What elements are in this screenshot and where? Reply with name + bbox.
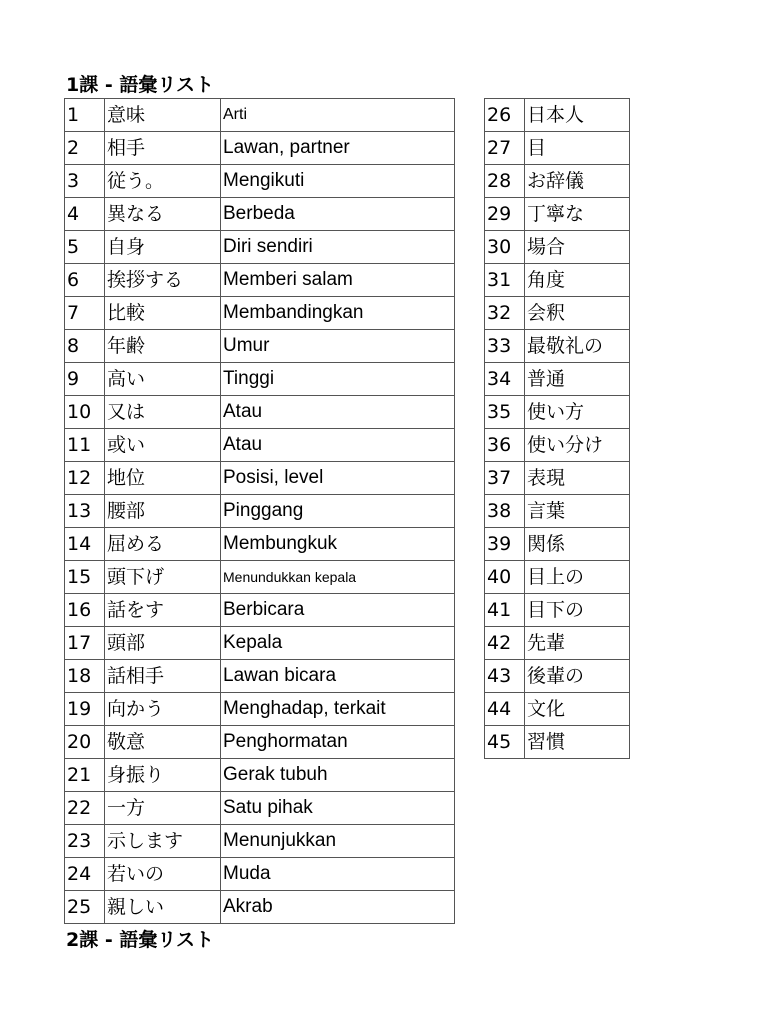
table-row bbox=[65, 792, 455, 825]
row-number: 15 bbox=[65, 561, 105, 594]
row-number: 7 bbox=[65, 297, 105, 330]
row-number: 45 bbox=[485, 726, 525, 759]
japanese-term: 目 bbox=[525, 132, 630, 165]
table-row bbox=[65, 132, 455, 165]
row-number: 12 bbox=[65, 462, 105, 495]
table-row bbox=[65, 528, 455, 561]
indonesian-meaning: Arti bbox=[221, 99, 455, 132]
japanese-term: 自身 bbox=[105, 231, 221, 264]
japanese-term: 向かう bbox=[105, 693, 221, 726]
row-number: 18 bbox=[65, 660, 105, 693]
japanese-term: 会釈 bbox=[525, 297, 630, 330]
indonesian-meaning: Muda bbox=[221, 858, 455, 891]
row-number: 14 bbox=[65, 528, 105, 561]
indonesian-meaning: Menghadap, terkait bbox=[221, 693, 455, 726]
japanese-term: 屈める bbox=[105, 528, 221, 561]
row-number: 33 bbox=[485, 330, 525, 363]
japanese-term: 異なる bbox=[105, 198, 221, 231]
japanese-term: 敬意 bbox=[105, 726, 221, 759]
indonesian-meaning: Memberi salam bbox=[221, 264, 455, 297]
row-number: 32 bbox=[485, 297, 525, 330]
table-row bbox=[65, 99, 455, 132]
japanese-term: 目下の bbox=[525, 594, 630, 627]
table-row bbox=[485, 99, 630, 132]
table-row bbox=[65, 429, 455, 462]
indonesian-meaning: Umur bbox=[221, 330, 455, 363]
japanese-term: 文化 bbox=[525, 693, 630, 726]
japanese-term: 表現 bbox=[525, 462, 630, 495]
row-number: 4 bbox=[65, 198, 105, 231]
row-number: 29 bbox=[485, 198, 525, 231]
row-number: 24 bbox=[65, 858, 105, 891]
row-number: 34 bbox=[485, 363, 525, 396]
japanese-term: 又は bbox=[105, 396, 221, 429]
indonesian-meaning: Lawan, partner bbox=[221, 132, 455, 165]
table-row bbox=[65, 726, 455, 759]
indonesian-meaning: Penghormatan bbox=[221, 726, 455, 759]
lesson-2-heading: 2課 - 語彙リスト bbox=[66, 929, 214, 951]
row-number: 10 bbox=[65, 396, 105, 429]
japanese-term: 挨拶する bbox=[105, 264, 221, 297]
table-row bbox=[65, 363, 455, 396]
japanese-term: 示します bbox=[105, 825, 221, 858]
lesson-1-heading: 1課 - 語彙リスト bbox=[66, 74, 214, 96]
row-number: 1 bbox=[65, 99, 105, 132]
japanese-term: 場合 bbox=[525, 231, 630, 264]
table-row bbox=[485, 594, 630, 627]
row-number: 20 bbox=[65, 726, 105, 759]
indonesian-meaning: Membandingkan bbox=[221, 297, 455, 330]
table-row bbox=[485, 396, 630, 429]
japanese-term: 若いの bbox=[105, 858, 221, 891]
table-row bbox=[485, 462, 630, 495]
row-number: 44 bbox=[485, 693, 525, 726]
table-row bbox=[485, 561, 630, 594]
indonesian-meaning: Kepala bbox=[221, 627, 455, 660]
japanese-term: 身振り bbox=[105, 759, 221, 792]
row-number: 42 bbox=[485, 627, 525, 660]
table-row bbox=[485, 363, 630, 396]
row-number: 38 bbox=[485, 495, 525, 528]
table-row bbox=[65, 891, 455, 924]
japanese-term: 頭部 bbox=[105, 627, 221, 660]
japanese-term: 従う。 bbox=[105, 165, 221, 198]
vocabulary-table-left bbox=[64, 98, 455, 924]
table-row bbox=[65, 627, 455, 660]
table-row bbox=[65, 330, 455, 363]
indonesian-meaning: Berbeda bbox=[221, 198, 455, 231]
row-number: 37 bbox=[485, 462, 525, 495]
japanese-term: 親しい bbox=[105, 891, 221, 924]
japanese-term: 意味 bbox=[105, 99, 221, 132]
japanese-term: 比較 bbox=[105, 297, 221, 330]
japanese-term: 或い bbox=[105, 429, 221, 462]
vocabulary-table-left-body bbox=[65, 99, 455, 924]
table-row bbox=[65, 198, 455, 231]
table-row bbox=[485, 660, 630, 693]
table-row bbox=[485, 264, 630, 297]
row-number: 22 bbox=[65, 792, 105, 825]
row-number: 2 bbox=[65, 132, 105, 165]
table-row bbox=[485, 627, 630, 660]
table-row bbox=[485, 528, 630, 561]
indonesian-meaning: Menundukkan kepala bbox=[221, 561, 455, 594]
table-row bbox=[65, 858, 455, 891]
row-number: 28 bbox=[485, 165, 525, 198]
row-number: 23 bbox=[65, 825, 105, 858]
table-row bbox=[65, 693, 455, 726]
row-number: 26 bbox=[485, 99, 525, 132]
table-row bbox=[65, 825, 455, 858]
japanese-term: 後輩の bbox=[525, 660, 630, 693]
row-number: 25 bbox=[65, 891, 105, 924]
japanese-term: 高い bbox=[105, 363, 221, 396]
row-number: 39 bbox=[485, 528, 525, 561]
table-row bbox=[485, 132, 630, 165]
table-row bbox=[65, 561, 455, 594]
table-row bbox=[65, 231, 455, 264]
row-number: 31 bbox=[485, 264, 525, 297]
row-number: 8 bbox=[65, 330, 105, 363]
japanese-term: 目上の bbox=[525, 561, 630, 594]
japanese-term: 相手 bbox=[105, 132, 221, 165]
row-number: 35 bbox=[485, 396, 525, 429]
indonesian-meaning: Diri sendiri bbox=[221, 231, 455, 264]
row-number: 3 bbox=[65, 165, 105, 198]
table-row bbox=[485, 429, 630, 462]
row-number: 41 bbox=[485, 594, 525, 627]
table-row bbox=[65, 297, 455, 330]
japanese-term: 日本人 bbox=[525, 99, 630, 132]
table-row bbox=[485, 726, 630, 759]
row-number: 19 bbox=[65, 693, 105, 726]
row-number: 11 bbox=[65, 429, 105, 462]
row-number: 40 bbox=[485, 561, 525, 594]
table-row bbox=[65, 660, 455, 693]
japanese-term: 習慣 bbox=[525, 726, 630, 759]
japanese-term: お辞儀 bbox=[525, 165, 630, 198]
japanese-term: 頭下げ bbox=[105, 561, 221, 594]
indonesian-meaning: Satu pihak bbox=[221, 792, 455, 825]
japanese-term: 先輩 bbox=[525, 627, 630, 660]
table-row bbox=[65, 462, 455, 495]
table-row bbox=[65, 594, 455, 627]
indonesian-meaning: Posisi, level bbox=[221, 462, 455, 495]
japanese-term: 地位 bbox=[105, 462, 221, 495]
indonesian-meaning: Lawan bicara bbox=[221, 660, 455, 693]
vocabulary-table-right bbox=[484, 98, 630, 759]
indonesian-meaning: Pinggang bbox=[221, 495, 455, 528]
vocabulary-table-right-body bbox=[485, 99, 630, 759]
row-number: 16 bbox=[65, 594, 105, 627]
table-row bbox=[485, 198, 630, 231]
japanese-term: 年齢 bbox=[105, 330, 221, 363]
row-number: 5 bbox=[65, 231, 105, 264]
japanese-term: 言葉 bbox=[525, 495, 630, 528]
indonesian-meaning: Akrab bbox=[221, 891, 455, 924]
indonesian-meaning: Mengikuti bbox=[221, 165, 455, 198]
japanese-term: 最敬礼の bbox=[525, 330, 630, 363]
indonesian-meaning: Atau bbox=[221, 429, 455, 462]
row-number: 30 bbox=[485, 231, 525, 264]
indonesian-meaning: Atau bbox=[221, 396, 455, 429]
indonesian-meaning: Berbicara bbox=[221, 594, 455, 627]
table-row bbox=[485, 231, 630, 264]
row-number: 27 bbox=[485, 132, 525, 165]
row-number: 36 bbox=[485, 429, 525, 462]
table-row bbox=[485, 330, 630, 363]
japanese-term: 一方 bbox=[105, 792, 221, 825]
japanese-term: 普通 bbox=[525, 363, 630, 396]
table-row bbox=[65, 165, 455, 198]
row-number: 21 bbox=[65, 759, 105, 792]
row-number: 13 bbox=[65, 495, 105, 528]
table-row bbox=[485, 693, 630, 726]
table-row bbox=[485, 495, 630, 528]
japanese-term: 角度 bbox=[525, 264, 630, 297]
indonesian-meaning: Tinggi bbox=[221, 363, 455, 396]
japanese-term: 丁寧な bbox=[525, 198, 630, 231]
japanese-term: 腰部 bbox=[105, 495, 221, 528]
table-row bbox=[65, 759, 455, 792]
table-row bbox=[65, 396, 455, 429]
japanese-term: 関係 bbox=[525, 528, 630, 561]
japanese-term: 使い分け bbox=[525, 429, 630, 462]
table-row bbox=[65, 264, 455, 297]
japanese-term: 使い方 bbox=[525, 396, 630, 429]
row-number: 9 bbox=[65, 363, 105, 396]
table-row bbox=[65, 495, 455, 528]
table-row bbox=[485, 297, 630, 330]
japanese-term: 話相手 bbox=[105, 660, 221, 693]
table-row bbox=[485, 165, 630, 198]
row-number: 43 bbox=[485, 660, 525, 693]
indonesian-meaning: Membungkuk bbox=[221, 528, 455, 561]
indonesian-meaning: Gerak tubuh bbox=[221, 759, 455, 792]
row-number: 17 bbox=[65, 627, 105, 660]
japanese-term: 話をす bbox=[105, 594, 221, 627]
row-number: 6 bbox=[65, 264, 105, 297]
indonesian-meaning: Menunjukkan bbox=[221, 825, 455, 858]
